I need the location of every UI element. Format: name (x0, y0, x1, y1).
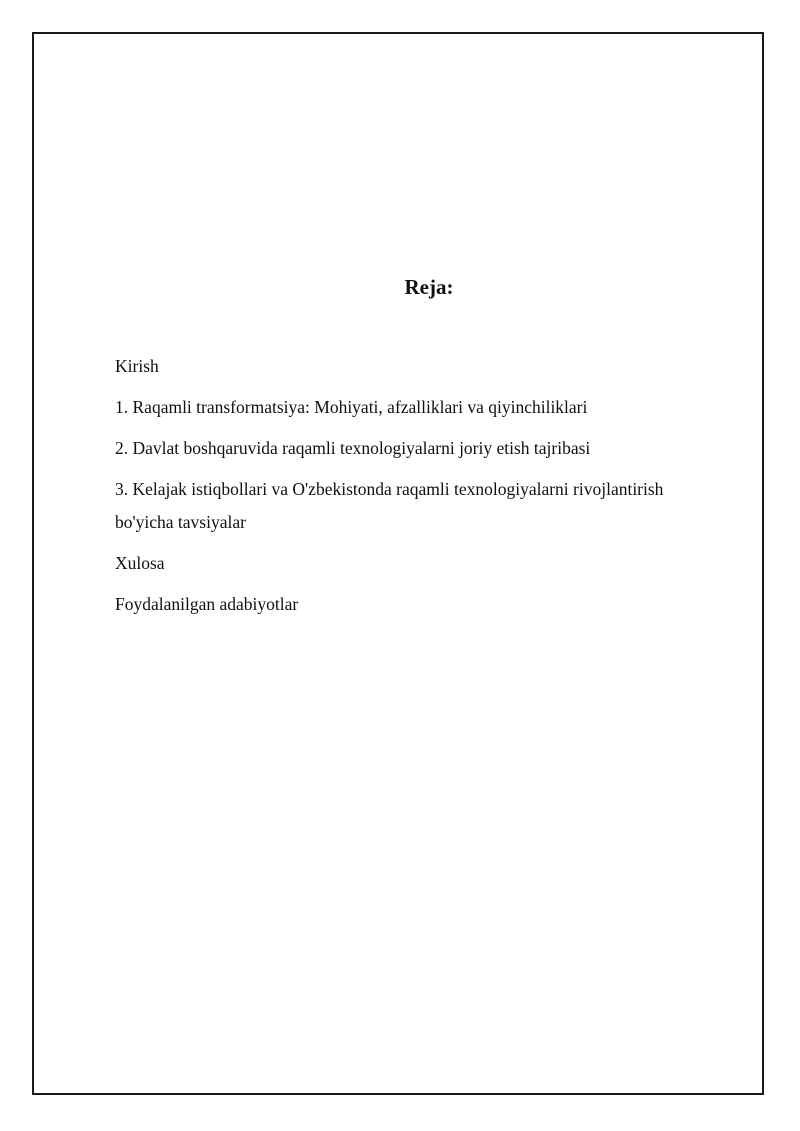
table-of-contents (115, 350, 715, 629)
toc-item-conclusion: Xulosa (115, 553, 165, 573)
toc-item-1: 1. Raqamli transformatsiya: Mohiyati, afzalliklari va qiyinchiliklari (115, 397, 588, 417)
toc-item-references: Foydalanilgan adabiyotlar (115, 594, 299, 614)
toc-item-3: 3. Kelajak istiqbollari va O'zbekistonda raqamli texnologiyalarni rivojlantirish bo'yicha tavsiyalar (115, 479, 664, 532)
toc-item-introduction: Kirish (115, 356, 159, 376)
page-title: Reja: (404, 275, 454, 299)
toc-item-2: 2. Davlat boshqaruvida raqamli texnologiyalarni joriy etish tajribasi (115, 438, 591, 458)
